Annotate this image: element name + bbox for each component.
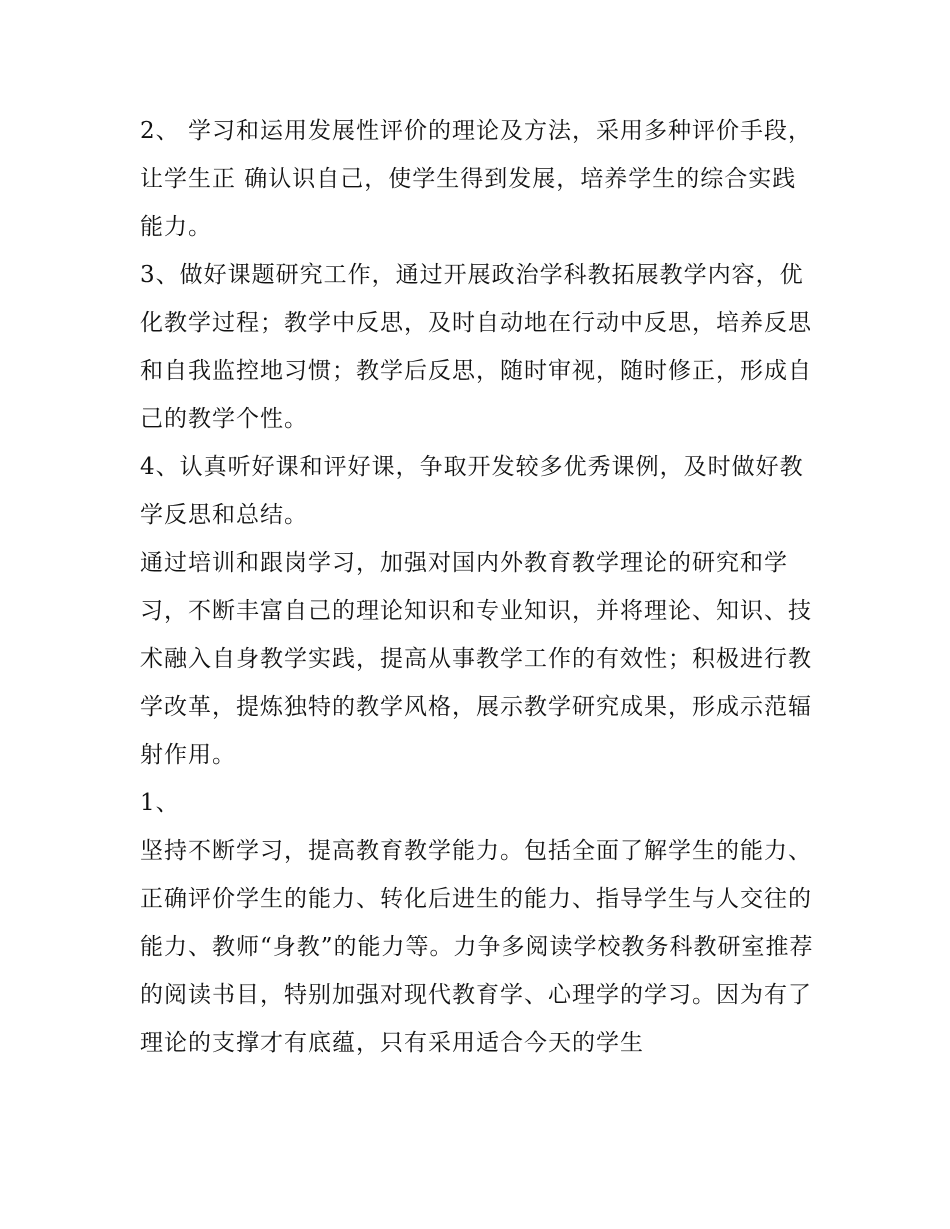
paragraph-item-4: 4、认真听好课和评好课，争取开发较多优秀课例，及时做好教学反思和总结。 (140, 454, 804, 528)
paragraph-item-3: 3、做好课题研究工作，通过开展政治学科教拓展教学内容，优化教学过程；教学中反思，及时自动地在行动中反思，培养反思和自我监控地习惯；教学后反思，随时审视，随时修正，形成自己的教学个性。 (140, 262, 812, 432)
paragraph-training: 通过培训和跟岗学习，加强对国内外教育教学理论的研究和学习，不断丰富自己的理论知识和专业知识，并将理论、知识、技术融入自身教学实践，提高从事教学工作的有效性；积极进行教学改革，提炼独特的教学风格，展示教学研究成果，形成示范辐射作用。 (140, 550, 812, 768)
paragraph-item-1-number: 1、 (140, 790, 180, 816)
document-body (140, 107, 820, 1067)
paragraph-item-2: 2、 学习和运用发展性评价的理论及方法，采用多种评价手段，让学生正 确认识自己，使学生得到发展，培养学生的综合实践能力。 (140, 118, 812, 240)
paragraph-item-1-body: 坚持不断学习，提高教育教学能力。包括全面了解学生的能力、正确评价学生的能力、转化后进生的能力、指导学生与人交往的能力、教师“身教”的能力等。力争多阅读学校教务科教研室推荐的阅读书目，特别加强对现代教育学、心理学的学习。因为有了理论的支撑才有底蕴，只有采用适合今天的学生 (140, 838, 814, 1056)
